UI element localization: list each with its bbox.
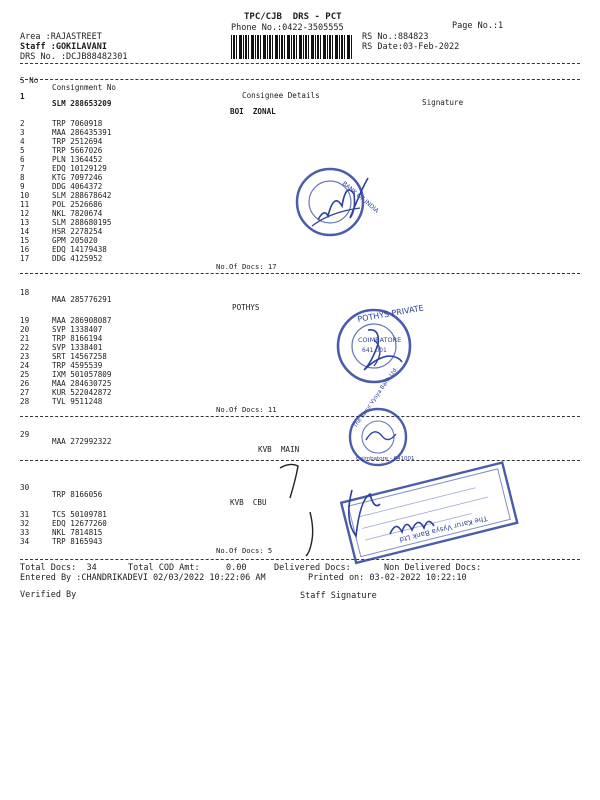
rs-date: RS Date:03-Feb-2022 — [362, 42, 460, 52]
boi-stamp-text: BANK OF INDIA — [340, 180, 380, 215]
row-sno: 32 — [20, 519, 30, 528]
row-consignment: TRP 8166194 — [52, 334, 103, 343]
row-sno: 13 — [20, 218, 30, 227]
col-consignee: Consignee Details — [242, 90, 320, 100]
row-consignee: BOI ZONAL — [230, 106, 276, 116]
col-sno: S No — [20, 75, 39, 85]
pothys-stamp-text: POTHYS PRIVATE — [356, 303, 425, 324]
row-sno: 11 — [20, 200, 30, 209]
docs-count: No.Of Docs: 17 — [216, 262, 277, 271]
row-consignment: EDQ 10129129 — [52, 164, 107, 173]
row-sno: 8 — [20, 173, 25, 182]
row-consignment: SVP 1338407 — [52, 325, 103, 334]
non-delivered-docs: Non Delivered Docs: — [384, 563, 482, 573]
pothys-stamp-city: COIMBATORE — [358, 336, 402, 344]
row-sno: 19 — [20, 316, 30, 325]
delivered-docs: Delivered Docs: — [274, 563, 351, 573]
handwritten-seven-mark — [276, 462, 304, 502]
row-consignment: EDQ 14179438 — [52, 245, 107, 254]
row-sno: 22 — [20, 343, 30, 352]
table-row — [20, 423, 300, 461]
row-sno: 2 — [20, 119, 25, 128]
barcode-image — [231, 35, 352, 59]
col-signature: Signature — [422, 98, 464, 108]
divider — [20, 416, 580, 417]
row-sno: 31 — [20, 510, 30, 519]
row-consignment: TRP 8166056 — [52, 490, 103, 500]
row-consignment: NKL 7814815 — [52, 528, 103, 537]
total-docs: Total Docs: 34 — [20, 563, 97, 573]
row-sno: 4 — [20, 137, 25, 146]
row-sno: 29 — [20, 429, 30, 439]
table-row — [20, 281, 260, 319]
pothys-stamp — [328, 300, 425, 396]
row-consignment: KUR 522042872 — [52, 388, 112, 397]
row-consignment: SLM 288653209 — [52, 99, 112, 109]
kvb-round-city: Coimbatore - 641001 — [356, 456, 415, 462]
page-number: Page No.:1 — [452, 21, 504, 31]
document-title: TPC/CJB DRS - PCT — [244, 12, 342, 22]
row-sno: 5 — [20, 146, 25, 155]
row-sno: 10 — [20, 191, 30, 200]
table-row — [20, 476, 267, 514]
row-sno: 9 — [20, 182, 25, 191]
row-sno: 12 — [20, 209, 30, 218]
row-sno: 7 — [20, 164, 25, 173]
kvb-rect-stamp — [330, 460, 526, 564]
row-sno: 30 — [20, 482, 30, 492]
rs-number: RS No.:884823 — [362, 32, 429, 42]
row-sno: 15 — [20, 236, 30, 245]
row-sno: 16 — [20, 245, 30, 254]
divider — [20, 79, 580, 80]
row-consignment: IXM 501057809 — [52, 370, 112, 379]
handwritten-stroke-mark — [300, 508, 320, 560]
row-consignment: TRP 2512694 — [52, 137, 103, 146]
row-sno: 23 — [20, 352, 30, 361]
row-consignment: NKL 7820674 — [52, 209, 103, 218]
kvb-round-text: The Karur Vysya Bank Ltd. — [352, 366, 400, 430]
printed-on: Printed on: 03-02-2022 10:22:10 — [308, 573, 467, 583]
row-consignment: MAA 272992322 — [52, 437, 112, 447]
row-consignment: TRP 4595539 — [52, 361, 103, 370]
phone-number: Phone No.:0422-3505555 — [231, 23, 344, 33]
row-sno: 20 — [20, 325, 30, 334]
row-sno: 6 — [20, 155, 25, 164]
row-consignment: TCS 50109781 — [52, 510, 107, 519]
row-consignment: SVP 1338401 — [52, 343, 103, 352]
row-consignment: SLM 288680195 — [52, 218, 112, 227]
verified-by: Verified By — [20, 590, 77, 600]
row-sno: 21 — [20, 334, 30, 343]
row-sno: 26 — [20, 379, 30, 388]
row-sno: 27 — [20, 388, 30, 397]
row-consignment: TVL 9511248 — [52, 397, 103, 406]
row-sno: 25 — [20, 370, 30, 379]
row-consignment: SLM 288678642 — [52, 191, 112, 200]
row-sno: 24 — [20, 361, 30, 370]
row-consignment: MAA 286435391 — [52, 128, 112, 137]
row-consignee: KVB MAIN — [258, 444, 300, 454]
row-consignment: MAA 286908087 — [52, 316, 112, 325]
row-consignment: MAA 285776291 — [52, 295, 112, 305]
row-consignment: EDQ 12677260 — [52, 519, 107, 528]
row-consignee: KVB CBU — [230, 497, 267, 507]
row-consignment: TRP 8165943 — [52, 537, 103, 546]
row-sno: 18 — [20, 287, 30, 297]
row-consignment: GPM 205020 — [52, 236, 98, 245]
col-consignment: Consignment No — [52, 83, 117, 93]
row-consignment: HSR 2278254 — [52, 227, 103, 236]
row-sno: 3 — [20, 128, 25, 137]
divider — [20, 273, 580, 274]
row-consignment: KTG 7097246 — [52, 173, 103, 182]
row-consignment: MAA 284630725 — [52, 379, 112, 388]
row-consignment: TRP 7060918 — [52, 119, 103, 128]
row-sno: 1 — [20, 91, 25, 101]
row-sno: 33 — [20, 528, 30, 537]
row-consignment: SRT 14567258 — [52, 352, 107, 361]
row-consignment: POL 2526686 — [52, 200, 103, 209]
area-label: Area :RAJASTREET — [20, 32, 102, 42]
row-sno: 28 — [20, 397, 30, 406]
total-cod-value: 0.00 — [226, 563, 247, 573]
row-consignment: TRP 5667026 — [52, 146, 103, 155]
staff-label: Staff :GOKILAVANI — [20, 42, 107, 52]
kvb-rect-text: The Karur Vysya Bank Ltd — [398, 513, 489, 544]
boi-stamp — [290, 162, 380, 244]
staff-signature-label: Staff Signature — [300, 591, 377, 601]
total-cod-label: Total COD Amt: — [128, 563, 200, 573]
entered-by: Entered By :CHANDRIKADEVI 02/03/2022 10:22:06 AM — [20, 573, 266, 583]
row-consignment: PLN 1364452 — [52, 155, 103, 164]
pothys-stamp-pin: 641 001 — [362, 347, 387, 354]
row-sno: 14 — [20, 227, 30, 236]
row-sno: 34 — [20, 537, 30, 546]
row-sno: 17 — [20, 254, 30, 263]
docs-count: No.Of Docs: 11 — [216, 405, 277, 414]
docs-count: No.Of Docs: 5 — [216, 546, 273, 555]
divider — [20, 63, 580, 64]
row-consignment: DDG 4064372 — [52, 182, 103, 191]
row-consignment: DDG 4125952 — [52, 254, 103, 263]
row-consignee: POTHYS — [232, 302, 260, 312]
drs-number: DRS No. :DCJB88482301 — [20, 52, 128, 62]
